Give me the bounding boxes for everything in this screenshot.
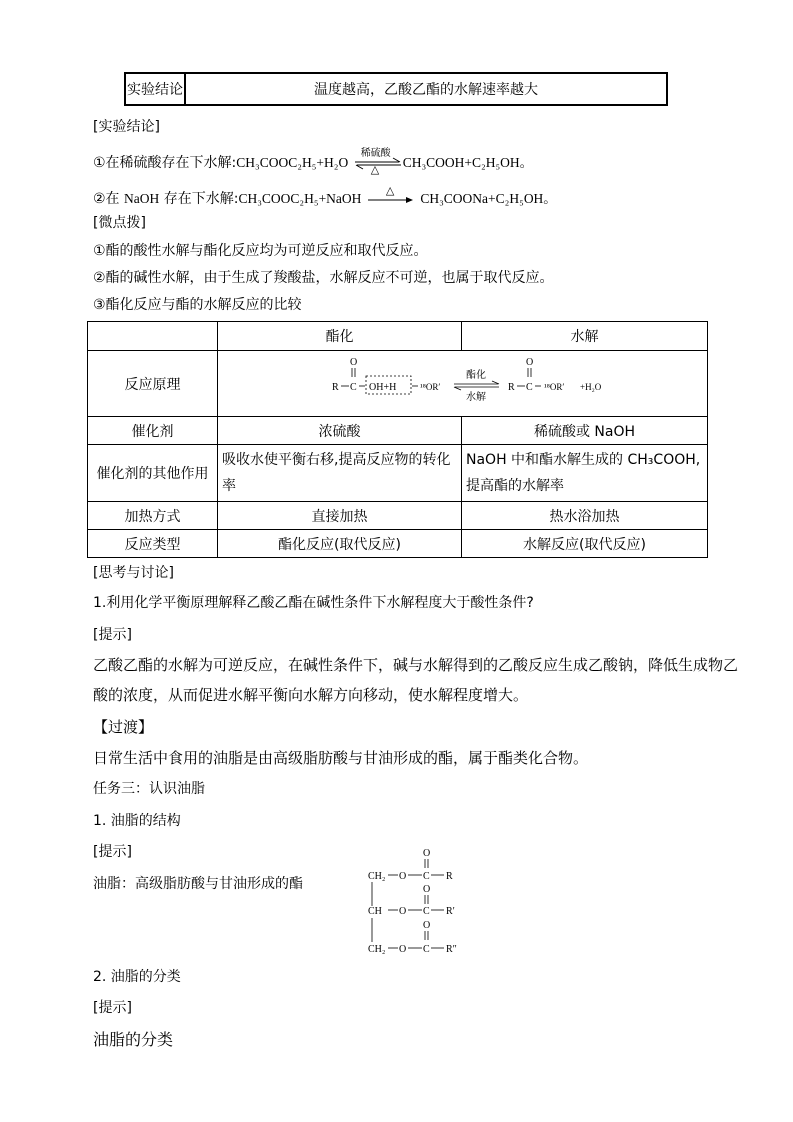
- g3-o: O: [399, 944, 407, 955]
- row-label-other: 催化剂的其他作用: [88, 445, 218, 502]
- catalyst-hydrolysis: 稀硫酸或 NaOH: [462, 417, 708, 445]
- answer-line-1: 乙酸乙酯的水解为可逆反应，在碱性条件下，碱与水解得到的乙酸反应生成乙酸钠，降低生成物乙: [93, 656, 739, 674]
- table-row-type: [88, 530, 708, 558]
- conclusion-label: 实验结论: [126, 74, 186, 104]
- mech-r: R: [332, 381, 339, 393]
- g2-r: R′: [446, 906, 455, 917]
- tips-heading: [微点拨]: [93, 215, 146, 231]
- mech-c2: C: [526, 381, 533, 393]
- heating-esterification: 直接加热: [218, 502, 462, 530]
- eq2-condition: △: [385, 184, 395, 197]
- mech-c: C: [350, 381, 357, 393]
- g3-c: C: [423, 944, 430, 955]
- catalyst-esterification: 浓硫酸: [218, 417, 462, 445]
- row-label-heating: 加热方式: [88, 502, 218, 530]
- heating-hydrolysis: 热水浴加热: [462, 502, 708, 530]
- type-esterification: 酯化反应(取代反应): [218, 530, 462, 558]
- mech-or2: ¹⁸OR′: [544, 381, 565, 392]
- g2-ch: CH: [368, 906, 382, 917]
- g2-c: C: [423, 906, 430, 917]
- g3-dbl-o: O: [423, 920, 431, 931]
- row-label-principle: 反应原理: [88, 351, 218, 417]
- equation-1: [93, 148, 534, 176]
- hint-heading-1: [提示]: [93, 627, 132, 643]
- g1-r: R: [446, 871, 453, 882]
- g1-c: C: [423, 871, 430, 882]
- experiment-conclusion-heading: [实验结论]: [93, 119, 160, 135]
- answer-line-2: 酸的浓度，从而促进水解平衡向水解方向移动，使水解程度增大。: [93, 686, 529, 704]
- section-2-title: 2. 油脂的分类: [93, 969, 181, 985]
- eq2-naoh: NaOH: [124, 191, 160, 206]
- mech-o-top2: O: [526, 356, 534, 368]
- table-row-other: [88, 445, 708, 502]
- discussion-heading: [思考与讨论]: [93, 565, 174, 581]
- ester-mechanism-diagram: [328, 352, 793, 416]
- mech-water: +H₂O: [580, 381, 602, 392]
- eq2-middle: 存在下水解:: [163, 191, 239, 207]
- row-label-type: 反应类型: [88, 530, 218, 558]
- other-hydrolysis: NaOH 中和酯水解生成的 CH₃COOH,提高酯的水解率: [462, 445, 708, 502]
- mech-or1: ¹⁸OR′: [420, 381, 441, 392]
- forward-arrow-icon: [366, 190, 416, 208]
- header-hydrolysis: 水解: [462, 322, 708, 351]
- mechanism-diagram: [218, 351, 708, 417]
- table-row-principle: [88, 351, 708, 417]
- table-header-row: [88, 322, 708, 351]
- mech-oh-h: OH+H: [369, 381, 397, 393]
- comparison-table: [87, 321, 708, 558]
- tip-3: ③酯化反应与酯的水解反应的比较: [93, 297, 302, 313]
- mech-arrow-top: 酯化: [466, 369, 486, 381]
- section-1-title: 1. 油脂的结构: [93, 813, 181, 829]
- header-esterification: 酯化: [218, 322, 462, 351]
- discussion-question: 1.利用化学平衡原理解释乙酸乙酯在碱性条件下水解程度大于酸性条件?: [93, 595, 534, 611]
- eq1-prefix: ①在稀硫酸存在下水解:: [93, 155, 237, 171]
- eq2-reactants: CH₃COOC₂H₅+NaOH: [238, 191, 362, 206]
- eq2-arrow: [366, 184, 416, 208]
- mech-arrow-bottom: 水解: [466, 391, 486, 403]
- tip-1: ①酯的酸性水解与酯化反应均为可逆反应和取代反应。: [93, 243, 428, 259]
- transition-heading: 【过渡】: [93, 718, 154, 736]
- other-esterification: 吸收水使平衡右移,提高反应物的转化率: [218, 445, 462, 502]
- conclusion-table: [124, 72, 668, 106]
- eq1-reactants: CH₃COOC₂H₅+H₂O: [236, 155, 349, 170]
- eq2-prefix: ②在: [93, 191, 120, 207]
- eq1-products: CH₃COOH+C₂H₅OH。: [402, 155, 534, 170]
- mech-o-top: O: [350, 356, 358, 368]
- hint-heading-2: [提示]: [93, 844, 132, 860]
- g2-o: O: [399, 906, 407, 917]
- conclusion-value: 温度越高，乙酸乙酯的水解速率越大: [314, 82, 538, 98]
- table-row-heating: [88, 502, 708, 530]
- transition-text: 日常生活中食用的油脂是由高级脂肪酸与甘油形成的酯，属于酯类化合物。: [93, 749, 589, 767]
- hint-heading-3: [提示]: [93, 1000, 132, 1016]
- fat-definition: 油脂：高级脂肪酸与甘油形成的酯: [93, 876, 303, 892]
- triglyceride-structure: [368, 844, 468, 959]
- tip-2: ②酯的碱性水解，由于生成了羧酸盐，水解反应不可逆，也属于取代反应。: [93, 270, 554, 286]
- g3-ch: CH₂: [368, 944, 386, 955]
- classification-heading: 油脂的分类: [93, 1030, 174, 1049]
- eq2-products: CH₃COONa+C₂H₅OH。: [420, 191, 557, 206]
- type-hydrolysis: 水解反应(取代反应): [462, 530, 708, 558]
- g1-o: O: [399, 871, 407, 882]
- g1-dbl-o: O: [423, 848, 431, 859]
- row-label-catalyst: 催化剂: [88, 417, 218, 445]
- task-3-title: 任务三：认识油脂: [93, 781, 205, 797]
- g1-ch: CH₂: [368, 871, 386, 882]
- g3-r: R″: [446, 944, 457, 955]
- eq1-condition: △: [370, 163, 380, 176]
- g2-dbl-o: O: [423, 884, 431, 895]
- table-row-catalyst: [88, 417, 708, 445]
- mech-r2: R: [508, 381, 515, 393]
- header-empty: [88, 322, 218, 351]
- eq1-catalyst: 稀硫酸: [360, 148, 391, 159]
- equation-2: [93, 184, 557, 208]
- eq1-arrow: [353, 148, 403, 176]
